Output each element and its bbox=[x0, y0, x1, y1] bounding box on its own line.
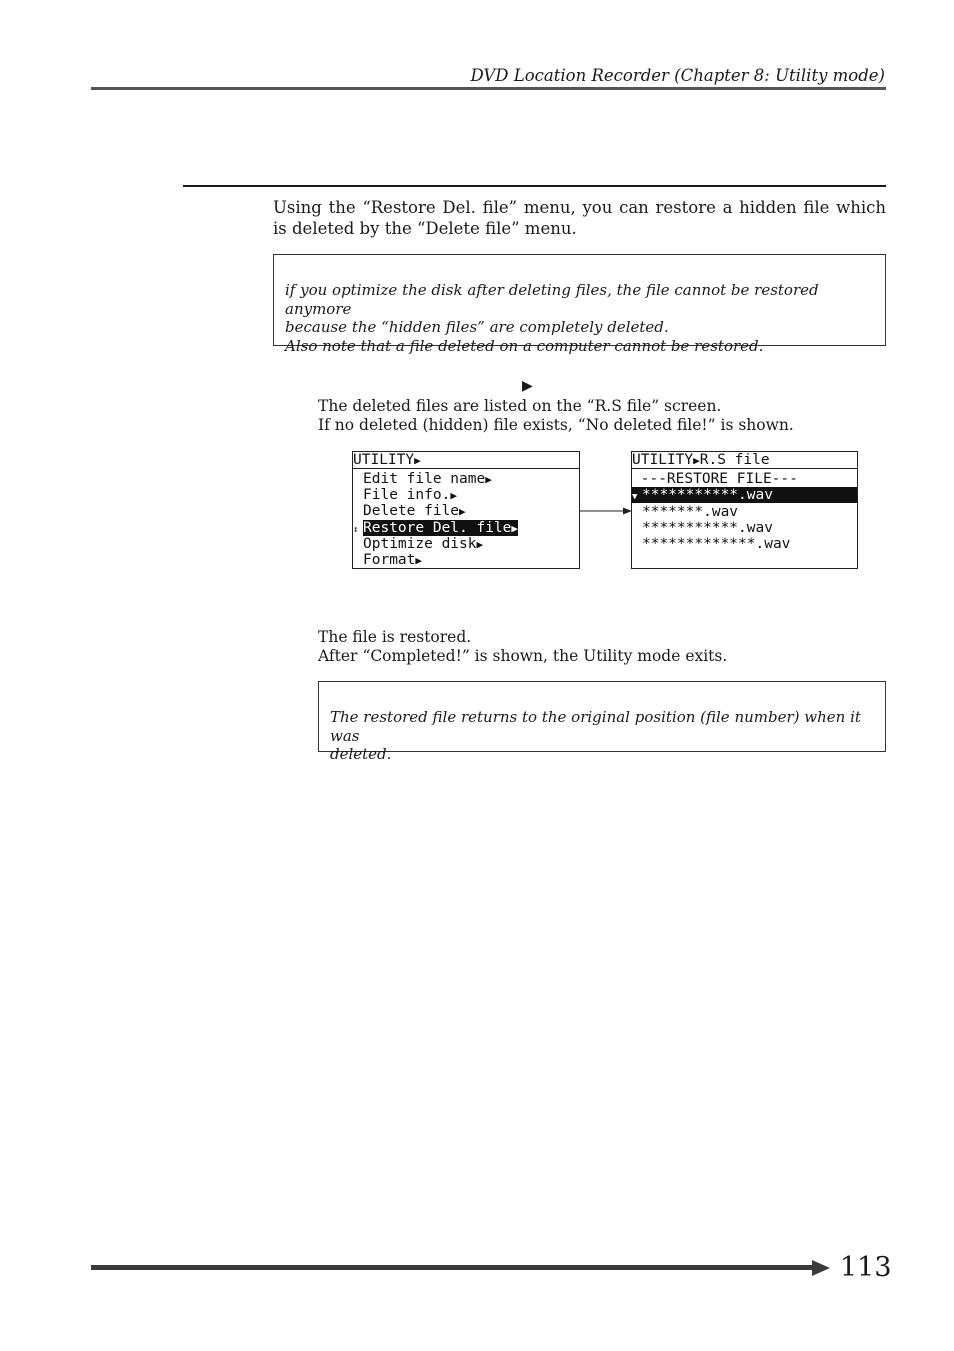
lcd-file-row bbox=[632, 536, 857, 552]
section-rule bbox=[183, 185, 886, 187]
lcd-file-row bbox=[632, 520, 857, 536]
right-triangle-icon: ▶ bbox=[511, 521, 519, 535]
play-arrow-icon: ▶ bbox=[522, 378, 533, 394]
lcd-title-row bbox=[632, 452, 857, 469]
menu-marker bbox=[353, 554, 363, 570]
lcd-utility-menu bbox=[352, 451, 580, 569]
note-line: if you optimize the disk after deleting files, the file cannot be restored anymore bbox=[285, 281, 819, 318]
lcd-file-row bbox=[632, 504, 857, 520]
lcd-menu-item bbox=[353, 471, 579, 487]
lcd-file-name: *************.wav bbox=[642, 536, 791, 552]
connector-arrow-icon bbox=[579, 505, 633, 517]
lcd-restore-file bbox=[631, 451, 858, 569]
right-triangle-icon: ▶ bbox=[693, 454, 700, 467]
lcd-file-name: *******.wav bbox=[642, 503, 739, 520]
step2-description bbox=[318, 628, 727, 666]
lcd-file-name: ***********.wav bbox=[642, 487, 773, 504]
lcd-title-row bbox=[353, 452, 579, 469]
footer-rule bbox=[91, 1265, 821, 1270]
lcd-menu-label: Edit file name bbox=[363, 471, 486, 487]
lcd-menu-label: Restore Del. file bbox=[363, 519, 512, 536]
file-marker bbox=[632, 538, 642, 554]
right-triangle-icon: ▶ bbox=[485, 473, 492, 486]
lcd-menu-item bbox=[353, 536, 579, 552]
note-line: because the “hidden files” are completely deleted. bbox=[285, 318, 669, 336]
lcd-menu-item bbox=[353, 520, 579, 536]
step-line: If no deleted (hidden) file exists, “No deleted file!” is shown. bbox=[318, 416, 794, 434]
right-triangle-icon: ▶ bbox=[459, 505, 466, 519]
right-triangle-icon: ▶ bbox=[415, 554, 423, 567]
running-header: DVD Location Recorder (Chapter 8: Utility mode) bbox=[470, 66, 885, 85]
page-arrow-icon bbox=[812, 1260, 830, 1276]
lcd-title: UTILITY bbox=[632, 452, 694, 468]
header-rule bbox=[91, 87, 886, 90]
note-line: deleted. bbox=[330, 745, 392, 763]
up-down-icon: ↕ bbox=[353, 524, 359, 535]
right-triangle-icon: ▶ bbox=[414, 454, 421, 467]
lcd-menu-label: Delete file bbox=[363, 503, 460, 520]
intro-paragraph: Using the “Restore Del. file” menu, you can restore a hidden file which is deleted by the “Delete file” menu. bbox=[273, 198, 886, 238]
note-box-optimize bbox=[273, 254, 886, 355]
lcd-file-row bbox=[632, 487, 857, 503]
lcd-title: UTILITY bbox=[353, 452, 415, 468]
note-line: The restored file returns to the original position (file number) when it was bbox=[330, 708, 861, 745]
note-box-restored bbox=[318, 681, 886, 763]
step-line: After “Completed!” is shown, the Utility mode exits. bbox=[318, 647, 728, 665]
lcd-file-name: ***********.wav bbox=[642, 519, 773, 536]
page-number: 113 bbox=[840, 1252, 892, 1283]
lcd-heading-row bbox=[632, 471, 857, 487]
lcd-heading: ---RESTORE FILE--- bbox=[640, 471, 798, 487]
note-line: Also note that a file deleted on a computer cannot be restored. bbox=[285, 336, 764, 355]
right-triangle-icon: ▶ bbox=[476, 537, 484, 551]
lcd-menu-label: Format bbox=[363, 552, 416, 568]
lcd-menu-label: File info. bbox=[363, 487, 451, 504]
lcd-menu-item bbox=[353, 503, 579, 519]
step1-description bbox=[318, 397, 794, 435]
step-line: The deleted files are listed on the “R.S file” screen. bbox=[318, 397, 722, 415]
lcd-menu-label: Optimize disk bbox=[363, 535, 477, 552]
lcd-subtitle: R.S file bbox=[699, 452, 770, 468]
lcd-menu-item bbox=[353, 552, 579, 568]
right-triangle-icon: ▶ bbox=[450, 489, 457, 503]
down-triangle-icon: ▼ bbox=[632, 492, 638, 503]
lcd-menu-item bbox=[353, 487, 579, 503]
step-line: The file is restored. bbox=[318, 628, 472, 646]
